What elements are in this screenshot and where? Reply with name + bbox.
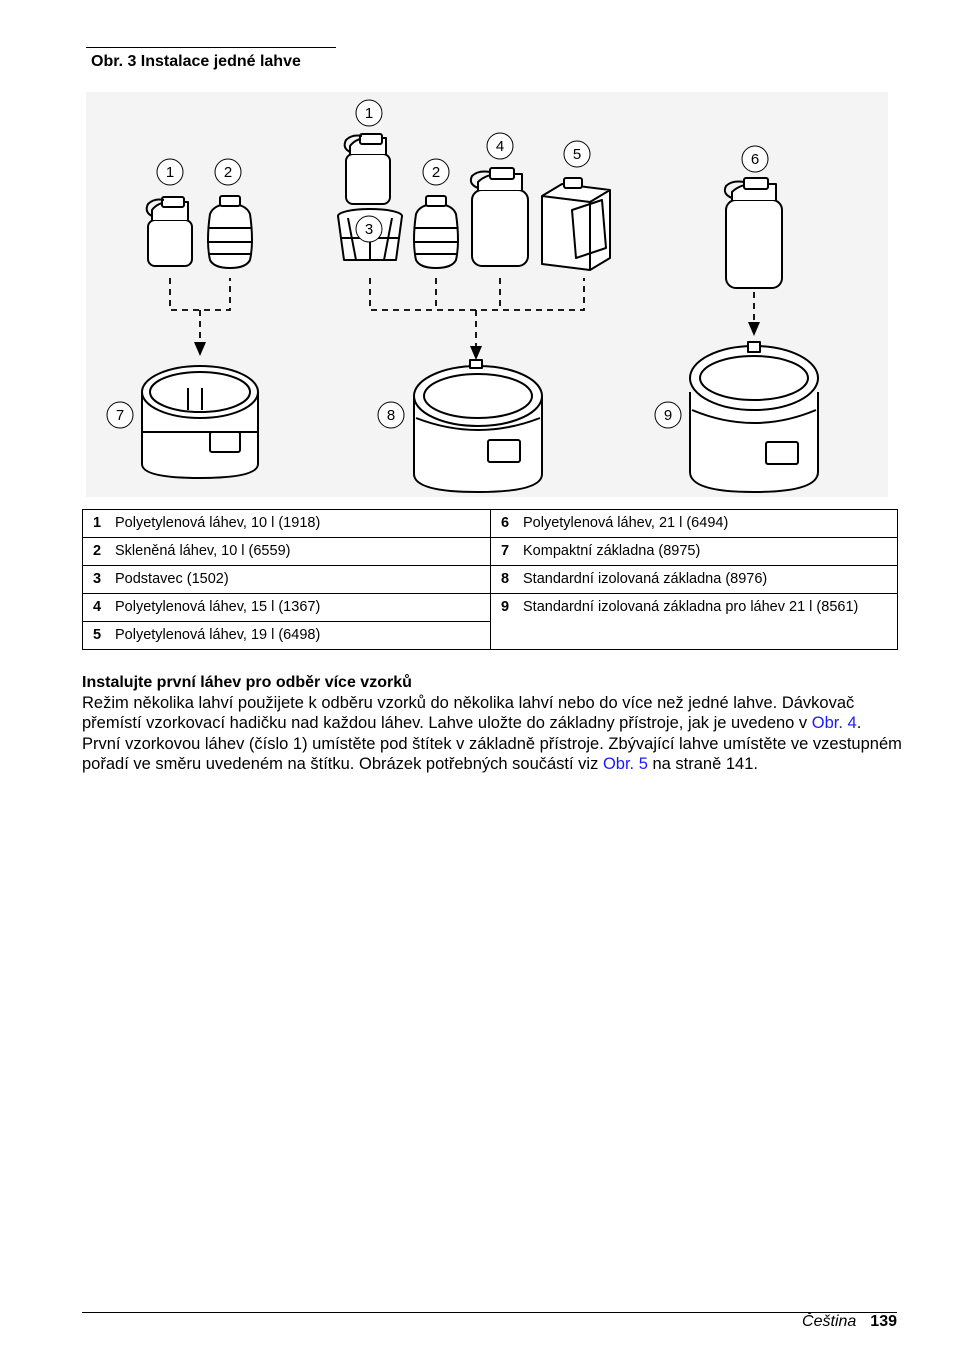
legend-number: 3 xyxy=(93,571,102,587)
legend-cell xyxy=(491,594,898,650)
callout-1a: 1 xyxy=(165,164,175,181)
callout-2b: 2 xyxy=(431,164,441,181)
legend-label: Standardní izolovaná základna pro láhev 21 l (8561) xyxy=(523,599,859,615)
legend-number: 2 xyxy=(93,543,102,559)
multi-bottle-section xyxy=(82,673,902,775)
legend-label: Polyetylenová láhev, 10 l (1918) xyxy=(115,515,321,531)
body-text: Režim několika lahví použijete k odběru vzorků do několika lahví nebo do více než jedné lahve. Dávkovač přemístí vzorkovací hadičku nad každou láhev. Lahve uložte do základny přístroje, jak je uvedeno v xyxy=(82,694,855,733)
legend-row xyxy=(83,538,898,566)
callout-7: 7 xyxy=(115,407,125,424)
legend-number: 8 xyxy=(501,571,510,587)
section-body xyxy=(82,693,902,775)
base-8-standard-insulated xyxy=(414,360,542,492)
bottle-1-poly-10l-a xyxy=(147,197,192,266)
legend-cell xyxy=(491,566,898,594)
footer-language: Čeština xyxy=(802,1313,857,1330)
base-7-compact xyxy=(142,366,258,478)
legend-label: Polyetylenová láhev, 19 l (6498) xyxy=(115,627,321,643)
body-text: na straně 141. xyxy=(647,755,758,774)
legend-label: Kompaktní základna (8975) xyxy=(523,543,701,559)
legend-row xyxy=(83,510,898,538)
bottle-6-poly-21l xyxy=(725,178,782,288)
legend-cell xyxy=(83,510,491,538)
figure-illustration xyxy=(86,92,888,497)
callout-2a: 2 xyxy=(223,164,233,181)
legend-number: 7 xyxy=(501,543,510,559)
body-text: . První vzorkovou láhev (číslo 1) umístěte pod štítek v základně přístroje. Zbývající lahve umístěte ve vzestupném pořadí ve směru uvedeném na štítku. Obrázek potřebných součástí viz xyxy=(82,714,902,774)
legend-label: Skleněná láhev, 10 l (6559) xyxy=(115,543,291,559)
legend-cell xyxy=(83,566,491,594)
legend-number: 9 xyxy=(501,599,510,615)
bottle-installation-figure xyxy=(86,92,888,497)
callout-4: 4 xyxy=(495,138,505,155)
figure-caption: Obr. 3 Instalace jedné lahve xyxy=(91,53,301,70)
legend-cell xyxy=(83,622,491,650)
page-number: 139 xyxy=(870,1313,897,1330)
section-heading: Instalujte první láhev pro odběr více vzorků xyxy=(82,674,412,691)
bottle-1-poly-10l-b xyxy=(345,134,390,204)
callout-6: 6 xyxy=(750,151,760,168)
legend-number: 1 xyxy=(93,515,102,531)
callout-8: 8 xyxy=(386,407,396,424)
base-9-standard-insulated-21l xyxy=(690,342,818,492)
figure-5-link[interactable]: Obr. 5 xyxy=(602,755,648,774)
legend-label: Polyetylenová láhev, 21 l (6494) xyxy=(523,515,729,531)
legend-number: 6 xyxy=(501,515,510,531)
page-footer xyxy=(802,1313,897,1331)
figure-4-link[interactable]: Obr. 4 xyxy=(811,714,857,733)
legend-cell xyxy=(491,510,898,538)
legend-cell xyxy=(83,538,491,566)
figure-top-rule xyxy=(86,47,336,48)
footer-rule xyxy=(82,1312,897,1313)
callout-5: 5 xyxy=(572,146,582,163)
legend-cell xyxy=(491,538,898,566)
callout-1b: 1 xyxy=(364,105,374,122)
legend-row xyxy=(83,594,898,622)
legend-row xyxy=(83,566,898,594)
callout-3: 3 xyxy=(364,221,374,238)
legend-cell xyxy=(83,594,491,622)
legend-label: Standardní izolovaná základna (8976) xyxy=(523,571,768,587)
legend-label: Polyetylenová láhev, 15 l (1367) xyxy=(115,599,321,615)
bottle-4-poly-15l xyxy=(471,168,528,266)
legend-label: Podstavec (1502) xyxy=(115,571,229,587)
legend-number: 4 xyxy=(93,599,102,615)
legend-number: 5 xyxy=(93,627,102,643)
callout-9: 9 xyxy=(663,407,673,424)
figure-legend-table xyxy=(82,509,898,650)
canister-5-poly-19l xyxy=(542,178,610,270)
